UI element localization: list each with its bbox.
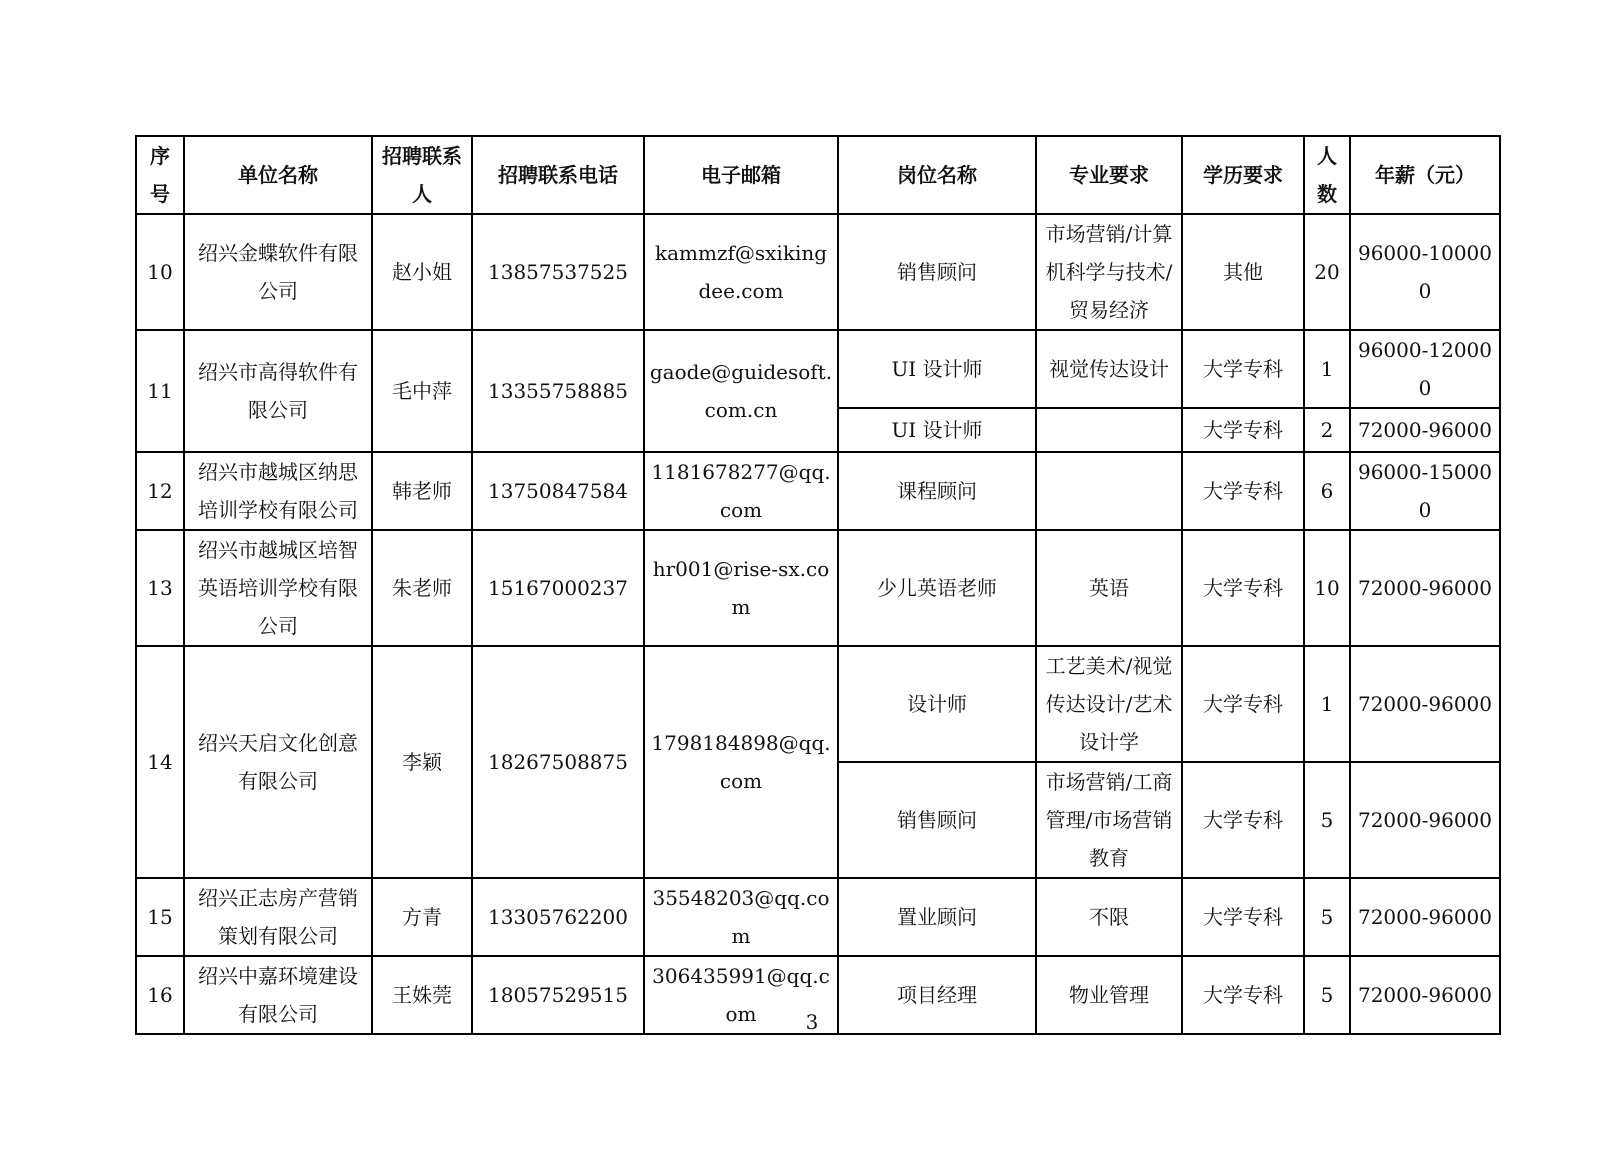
contact-email: 35548203@qq.com: [644, 878, 838, 956]
header-phone: 招聘联系电话: [472, 136, 644, 214]
company-name: 绍兴市越城区纳思培训学校有限公司: [184, 452, 372, 530]
headcount: 2: [1304, 408, 1350, 452]
contact-email: 1798184898@qq.com: [644, 646, 838, 878]
position-title: 项目经理: [838, 956, 1036, 1034]
header-position: 岗位名称: [838, 136, 1036, 214]
annual-salary: 72000-96000: [1350, 878, 1500, 956]
education-requirement: 大学专科: [1182, 762, 1304, 878]
contact-email: 1181678277@qq.com: [644, 452, 838, 530]
position-title: UI 设计师: [838, 330, 1036, 408]
major-requirement: [1036, 452, 1182, 530]
position-title: 课程顾问: [838, 452, 1036, 530]
page-number: 3: [805, 1010, 819, 1034]
major-requirement: 市场营销/工商管理/市场营销教育: [1036, 762, 1182, 878]
header-salary: 年薪（元）: [1350, 136, 1500, 214]
headcount: 10: [1304, 530, 1350, 646]
contact-email: gaode@guidesoft.com.cn: [644, 330, 838, 452]
contact-email: 306435991@qq.com: [644, 956, 838, 1034]
contact-person: 毛中萍: [372, 330, 472, 452]
annual-salary: 72000-96000: [1350, 956, 1500, 1034]
contact-person: 朱老师: [372, 530, 472, 646]
education-requirement: 其他: [1182, 214, 1304, 330]
company-name: 绍兴金蝶软件有限公司: [184, 214, 372, 330]
row-no: 12: [136, 452, 184, 530]
headcount: 1: [1304, 646, 1350, 762]
row-no: 14: [136, 646, 184, 878]
contact-phone: 18057529515: [472, 956, 644, 1034]
contact-person: 李颖: [372, 646, 472, 878]
company-name: 绍兴市高得软件有限公司: [184, 330, 372, 452]
education-requirement: 大学专科: [1182, 646, 1304, 762]
annual-salary: 96000-120000: [1350, 330, 1500, 408]
annual-salary: 72000-96000: [1350, 530, 1500, 646]
table-row: [136, 214, 1500, 330]
recruitment-table: [135, 135, 1501, 1035]
major-requirement: [1036, 408, 1182, 452]
education-requirement: 大学专科: [1182, 452, 1304, 530]
table-row: [136, 452, 1500, 530]
table-header-row: [136, 136, 1500, 214]
contact-phone: 15167000237: [472, 530, 644, 646]
company-name: 绍兴中嘉环境建设有限公司: [184, 956, 372, 1034]
position-title: 置业顾问: [838, 878, 1036, 956]
headcount: 6: [1304, 452, 1350, 530]
headcount: 1: [1304, 330, 1350, 408]
contact-phone: 18267508875: [472, 646, 644, 878]
row-no: 16: [136, 956, 184, 1034]
annual-salary: 72000-96000: [1350, 408, 1500, 452]
position-title: 设计师: [838, 646, 1036, 762]
annual-salary: 96000-100000: [1350, 214, 1500, 330]
row-no: 10: [136, 214, 184, 330]
table-row: [136, 878, 1500, 956]
contact-person: 韩老师: [372, 452, 472, 530]
major-requirement: 市场营销/计算机科学与技术/贸易经济: [1036, 214, 1182, 330]
contact-person: 王姝莞: [372, 956, 472, 1034]
annual-salary: 96000-150000: [1350, 452, 1500, 530]
company-name: 绍兴市越城区培智英语培训学校有限公司: [184, 530, 372, 646]
header-company: 单位名称: [184, 136, 372, 214]
position-title: 销售顾问: [838, 762, 1036, 878]
position-title: UI 设计师: [838, 408, 1036, 452]
header-count: 人数: [1304, 136, 1350, 214]
position-title: 销售顾问: [838, 214, 1036, 330]
company-name: 绍兴正志房产营销策划有限公司: [184, 878, 372, 956]
table-row: [136, 330, 1500, 408]
contact-email: kammzf@sxikingdee.com: [644, 214, 838, 330]
contact-email: hr001@rise-sx.com: [644, 530, 838, 646]
header-contact: 招聘联系人: [372, 136, 472, 214]
education-requirement: 大学专科: [1182, 330, 1304, 408]
row-no: 13: [136, 530, 184, 646]
header-email: 电子邮箱: [644, 136, 838, 214]
contact-phone: 13750847584: [472, 452, 644, 530]
annual-salary: 72000-96000: [1350, 646, 1500, 762]
headcount: 5: [1304, 762, 1350, 878]
contact-phone: 13305762200: [472, 878, 644, 956]
major-requirement: 英语: [1036, 530, 1182, 646]
headcount: 20: [1304, 214, 1350, 330]
major-requirement: 不限: [1036, 878, 1182, 956]
headcount: 5: [1304, 878, 1350, 956]
table-row: [136, 646, 1500, 762]
education-requirement: 大学专科: [1182, 878, 1304, 956]
contact-phone: 13857537525: [472, 214, 644, 330]
position-title: 少儿英语老师: [838, 530, 1036, 646]
major-requirement: 工艺美术/视觉传达设计/艺术设计学: [1036, 646, 1182, 762]
contact-phone: 13355758885: [472, 330, 644, 452]
contact-person: 赵小姐: [372, 214, 472, 330]
row-no: 11: [136, 330, 184, 452]
header-major: 专业要求: [1036, 136, 1182, 214]
education-requirement: 大学专科: [1182, 408, 1304, 452]
annual-salary: 72000-96000: [1350, 762, 1500, 878]
headcount: 5: [1304, 956, 1350, 1034]
education-requirement: 大学专科: [1182, 956, 1304, 1034]
header-education: 学历要求: [1182, 136, 1304, 214]
contact-person: 方青: [372, 878, 472, 956]
company-name: 绍兴天启文化创意有限公司: [184, 646, 372, 878]
row-no: 15: [136, 878, 184, 956]
table-row: [136, 530, 1500, 646]
major-requirement: 物业管理: [1036, 956, 1182, 1034]
major-requirement: 视觉传达设计: [1036, 330, 1182, 408]
header-no: 序号: [136, 136, 184, 214]
education-requirement: 大学专科: [1182, 530, 1304, 646]
